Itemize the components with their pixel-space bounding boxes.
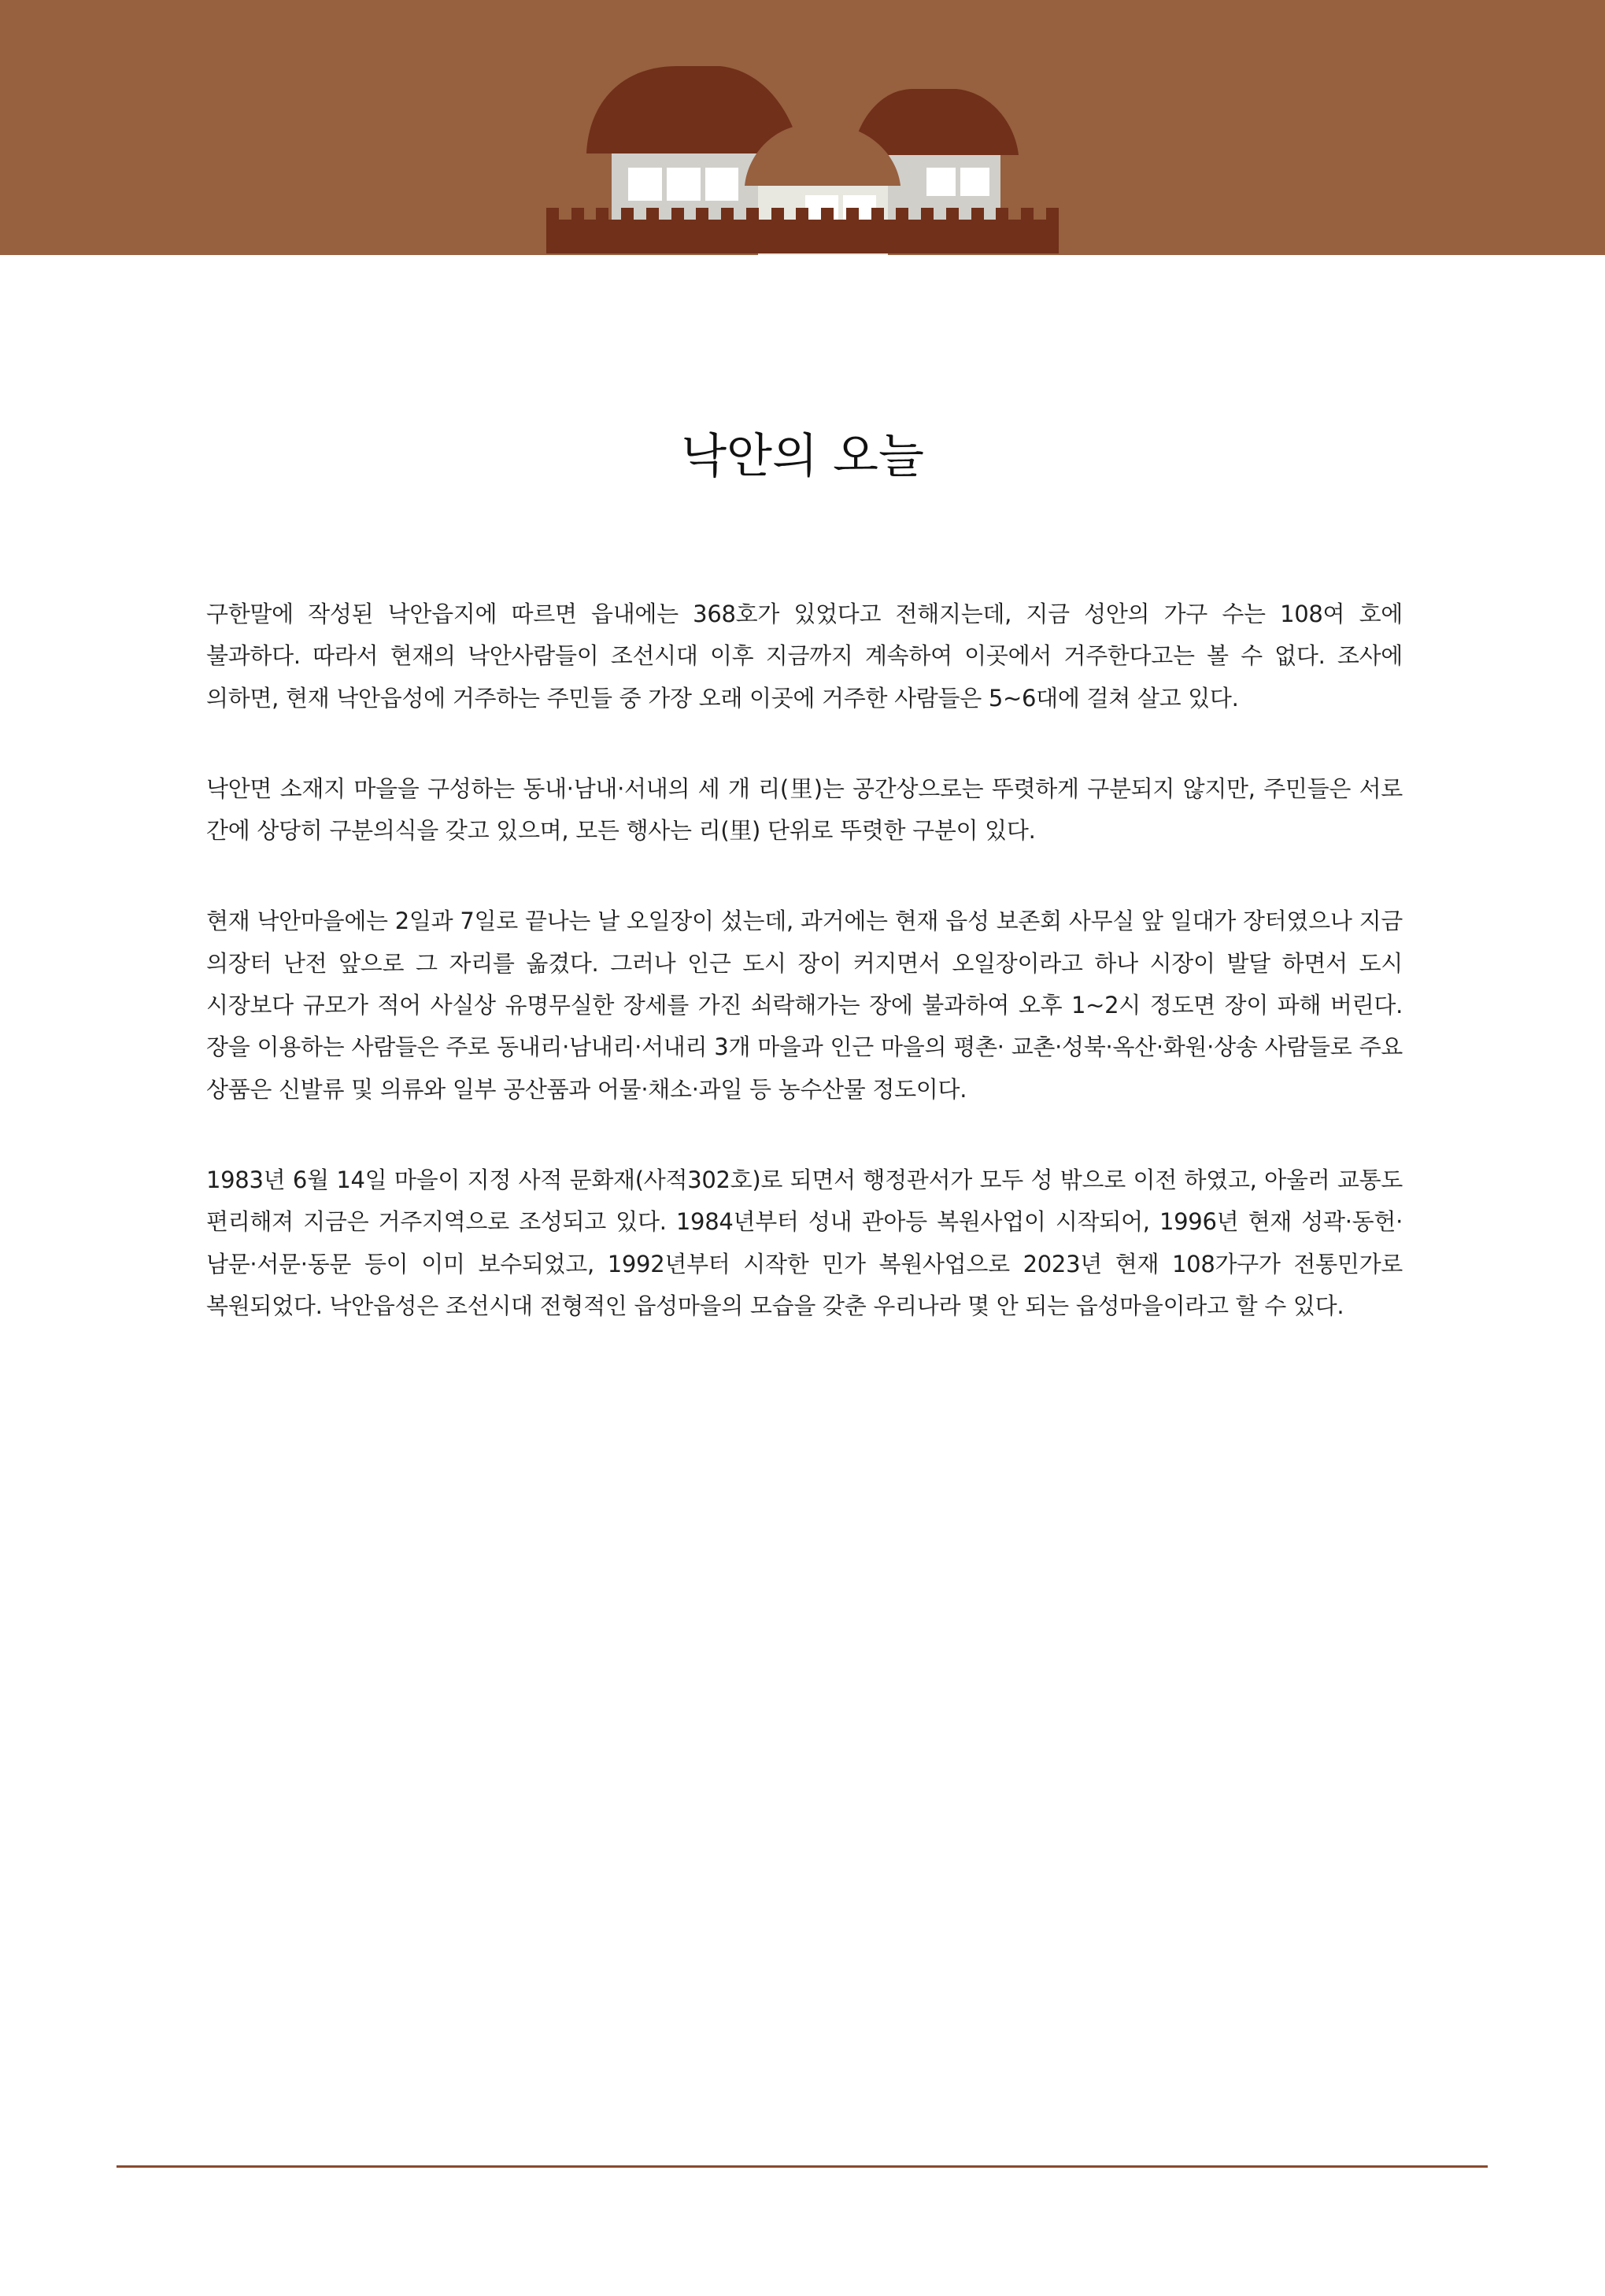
paragraph-designation-restoration: 1983년 6월 14일 마을이 지정 사적 문화재(사적302호)로 되면서 행정관서가 모두 성 밖으로 이전 하였고, 아울러 교통도 편리해져 지금은 거주지역으로 조성되고 있다. 1984년부터 성내 관아등 복원사업이 시작되어, 1996년 현재 성곽·동헌·남문·서문·동문 등이 이미 보수되었고, 1992년부터 시작한 민가 복원사업으로 2023년 현재 108가구가 전통민가로 복원되었다. 낙안읍성은 조선시대 전형적인 읍성마을의 모습을 갖춘 우리나라 몇 안 되는 읍성마을이라고 할 수 있다. <box>206 1166 1403 1319</box>
footer-divider <box>116 2165 1488 2168</box>
fortress-wall-icon <box>546 208 1059 253</box>
paragraph-village-divisions: 낙안면 소재지 마을을 구성하는 동내·남내·서내의 세 개 리(里)는 공간상으로는 뚜렷하게 구분되지 않지만, 주민들은 서로 간에 상당히 구분의식을 갖고 있으며, 모든 행사는 리(里) 단위로 뚜렷한 구분이 있다. <box>206 775 1403 845</box>
paragraph-population: 구한말에 작성된 낙안읍지에 따르면 읍내에는 368호가 있었다고 전해지는데, 지금 성안의 가구 수는 108여 호에 불과하다. 따라서 현재의 낙안사람들이 조선시대 이후 지금까지 계속하여 이곳에서 거주한다고는 볼 수 없다. 조사에 의하면, 현재 낙안읍성에 거주하는 주민들 중 가장 오래 이곳에 거주한 사람들은 5~6대에 걸쳐 살고 있다. <box>206 601 1403 712</box>
paragraph-five-day-market: 현재 낙안마을에는 2일과 7일로 끝나는 날 오일장이 섰는데, 과거에는 현재 읍성 보존회 사무실 앞 일대가 장터였으나 지금 의장터 난전 앞으로 그 자리를 옮겼다. 그러나 인근 도시 장이 커지면서 오일장이라고 하나 시장이 발달 하면서 도시 시장보다 규모가 적어 사실상 유명무실한 장세를 가진 쇠락해가는 장에 불과하여 오후 1~2시 정도면 장이 파해 버린다. 장을 이용하는 사람들은 주로 동내리·남내리·서내리 3개 마을과 인근 마을의 평촌· 교촌·성북·옥산·화원·상송 사람들로 주요 상품은 신발류 및 의류와 일부 공산품과 어물·채소·과일 등 농수산물 정도이다. <box>206 908 1403 1103</box>
header-banner <box>0 0 1605 255</box>
page-title: 낙안의 오늘 <box>681 429 924 484</box>
article-body <box>206 593 1403 1376</box>
hanok-village-illustration <box>0 0 1605 255</box>
